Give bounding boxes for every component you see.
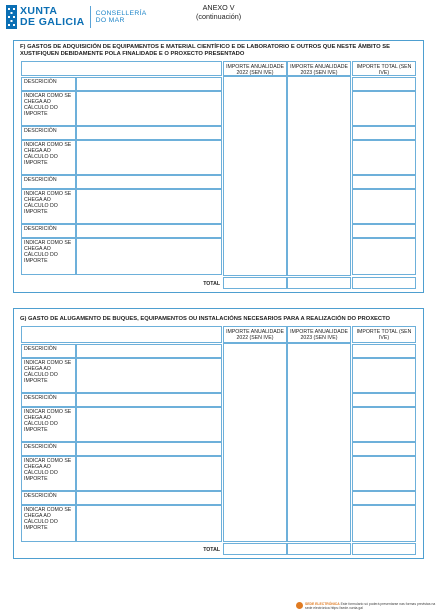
calculation-label: INDICAR COMO SE CHEGA AO CÁLCULO DO IMPORTE — [21, 505, 76, 542]
total-field[interactable] — [352, 344, 416, 358]
column-2023-body[interactable] — [287, 343, 351, 542]
section-f — [13, 40, 424, 293]
total-field[interactable] — [352, 358, 416, 393]
description-field[interactable] — [76, 491, 222, 505]
calculation-field[interactable] — [76, 238, 222, 275]
calculation-field[interactable] — [76, 358, 222, 393]
column-header-2023: IMPORTE ANUALIDADE 2023 (SEN IVE) — [287, 326, 351, 343]
annex-heading — [196, 4, 241, 21]
org-line-1: XUNTA — [20, 5, 58, 17]
description-label: DESCRICIÓN — [21, 344, 76, 358]
org-line-2: DE GALICIA — [20, 16, 85, 28]
column-2022-body[interactable] — [223, 343, 287, 542]
calculation-label: INDICAR COMO SE CHEGA AO CÁLCULO DO IMPORTE — [21, 91, 76, 126]
calculation-field[interactable] — [76, 140, 222, 175]
total-label: TOTAL — [203, 547, 220, 553]
total-label: TOTAL — [203, 281, 220, 287]
annex-subtitle: (continuación) — [196, 11, 242, 21]
description-label: DESCRICIÓN — [21, 442, 76, 456]
description-label: DESCRICIÓN — [21, 175, 76, 189]
dept-line-2: DO MAR — [95, 17, 125, 24]
section-title: F) GASTOS DE ADQUISICIÓN DE EQUIPAMENTOS E MATERIAL CIENTÍFICO E DE LABORATORIO E OUTROS QUE NESTE ÁMBITO SE XUSTIFIQUEN DEBIDAMENTE POLA FINALIDADE E O PROXECTO PRESENTADO — [20, 44, 390, 57]
calculation-label: INDICAR COMO SE CHEGA AO CÁLCULO DO IMPORTE — [21, 358, 76, 393]
description-label: DESCRICIÓN — [21, 126, 76, 140]
column-header-2022: IMPORTE ANUALIDADE 2022 (SEN IVE) — [223, 326, 287, 343]
column-2023-body[interactable] — [287, 76, 351, 276]
calculation-label: INDICAR COMO SE CHEGA AO CÁLCULO DO IMPORTE — [21, 140, 76, 175]
table-header-blank — [21, 61, 222, 76]
description-label: DESCRICIÓN — [21, 77, 76, 91]
dept-line-1: CONSELLERÍA — [95, 9, 147, 17]
section-g — [13, 308, 424, 559]
calculation-field[interactable] — [76, 407, 222, 442]
calculation-field[interactable] — [76, 456, 222, 491]
page-header — [6, 3, 306, 31]
description-field[interactable] — [76, 77, 222, 91]
page-footer — [296, 602, 436, 610]
description-field[interactable] — [76, 344, 222, 358]
column-header-total: IMPORTE TOTAL (SEN IVE) — [352, 61, 416, 76]
calculation-field[interactable] — [76, 505, 222, 542]
column-header-2022: IMPORTE ANUALIDADE 2022 (SEN IVE) — [223, 61, 287, 76]
total-2023-field[interactable] — [287, 543, 351, 555]
description-field[interactable] — [76, 442, 222, 456]
electronic-seal-icon — [296, 602, 303, 609]
department-name — [96, 10, 147, 25]
total-field[interactable] — [352, 175, 416, 189]
total-2022-field[interactable] — [223, 277, 287, 289]
total-field[interactable] — [352, 189, 416, 224]
galicia-shield-icon — [6, 5, 17, 29]
total-field[interactable] — [352, 91, 416, 126]
description-label: DESCRICIÓN — [21, 224, 76, 238]
calculation-label: INDICAR COMO SE CHEGA AO CÁLCULO DO IMPORTE — [21, 407, 76, 442]
description-label: DESCRICIÓN — [21, 491, 76, 505]
total-field[interactable] — [352, 407, 416, 442]
description-field[interactable] — [76, 224, 222, 238]
total-2022-field[interactable] — [223, 543, 287, 555]
calculation-label: INDICAR COMO SE CHEGA AO CÁLCULO DO IMPORTE — [21, 238, 76, 275]
description-field[interactable] — [76, 175, 222, 189]
footer-note — [305, 602, 436, 610]
section-title: G) GASTO DE ALUGAMENTO DE BUQUES, EQUIPAMENTOS OU INSTALACIÓNS NECESARIOS PARA A REALIZACIÓN DO PROXECTO — [20, 316, 391, 322]
total-field[interactable] — [352, 238, 416, 275]
total-2023-field[interactable] — [287, 277, 351, 289]
calculation-label: INDICAR COMO SE CHEGA AO CÁLCULO DO IMPORTE — [21, 456, 76, 491]
column-2022-body[interactable] — [223, 76, 287, 276]
total-field[interactable] — [352, 442, 416, 456]
description-field[interactable] — [76, 393, 222, 407]
total-field[interactable] — [352, 140, 416, 175]
org-name — [20, 6, 85, 28]
total-field[interactable] — [352, 77, 416, 91]
description-label: DESCRICIÓN — [21, 393, 76, 407]
footer-text: Este formulario só poderá presentarse nas formas previstas na sede electrónica https://sede.xunta.gal — [305, 602, 436, 610]
calculation-field[interactable] — [76, 91, 222, 126]
annex-title: ANEXO V — [202, 3, 235, 12]
total-field[interactable] — [352, 456, 416, 491]
calculation-field[interactable] — [76, 189, 222, 224]
column-header-2023: IMPORTE ANUALIDADE 2023 (SEN IVE) — [287, 61, 351, 76]
total-field[interactable] — [352, 491, 416, 505]
total-field[interactable] — [352, 505, 416, 542]
table-header-blank — [21, 326, 222, 343]
seal-label: SEDE ELECTRÓNICA — [305, 602, 340, 606]
description-field[interactable] — [76, 126, 222, 140]
total-field[interactable] — [352, 393, 416, 407]
column-header-total: IMPORTE TOTAL (SEN IVE) — [352, 326, 416, 343]
calculation-label: INDICAR COMO SE CHEGA AO CÁLCULO DO IMPORTE — [21, 189, 76, 224]
total-field[interactable] — [352, 126, 416, 140]
total-sum-field[interactable] — [352, 277, 416, 289]
xunta-logo — [6, 3, 147, 31]
total-field[interactable] — [352, 224, 416, 238]
logo-divider — [90, 6, 91, 28]
total-sum-field[interactable] — [352, 543, 416, 555]
